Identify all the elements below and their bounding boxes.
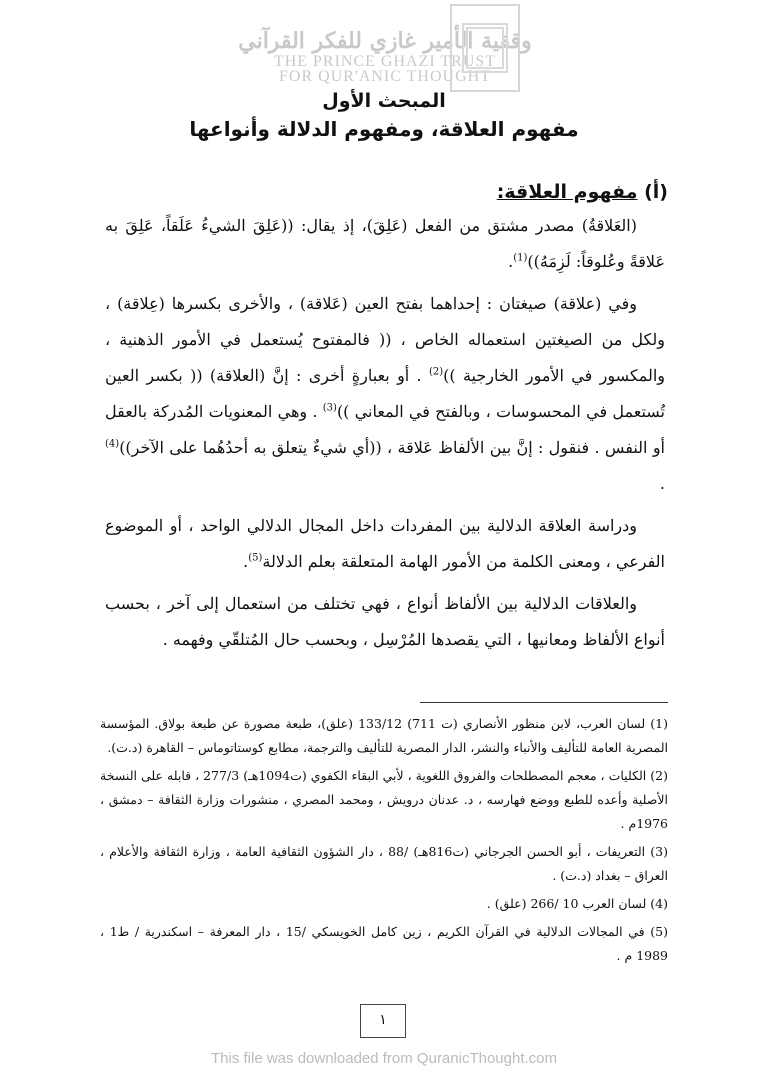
section-label: مفهوم العلاقة:	[496, 181, 638, 203]
footnotes	[100, 712, 668, 972]
paragraph: وفي (علاقة) صيغتان : إحداهما بفتح العين (عَلاقة) ، والأخرى بكسرها (عِلاقة) ، ولكل من الصيغتين استعماله الخاص ، (( فالمفتوح يُستعمل في الأمور الذهنية ، والمكسور في الأمور الخارجية ))$^{(2)}$ . أو بعبارةٍ أخرى : إنَّ (العلاقة) (( بكسر العين تُستعمل في المحسوسات ، وبالفتح في المعاني ))$^{(3)}$ . وهي المعنويات المُدركة بالعقل أو النفس . فنقول : إنَّ بين الألفاظ عَلاقة ، ((أي شيءٌ يتعلق به أحدُهُما على الآخر))$^{(4)}$ .	[105, 294, 666, 493]
watermark-line1: THE PRINCE GHAZI TRUST	[273, 53, 497, 70]
footnote-ref[interactable]: (4)	[105, 438, 120, 450]
section-marker: (أ)	[644, 181, 668, 203]
footnote: (1) لسان العرب، لابن منظور الأنصاري (ت 711) 133/12 (علق)، طبعة مصورة عن طبعة بولاق. المؤسسة المصرية العامة للتأليف والأنباء والنشر، الدار المصرية للتأليف والترجمة، مطابع كوستاتوماس – القاهرة (د.ت).	[100, 716, 668, 755]
paragraph: ودراسة العلاقة الدلالية بين المفردات داخل المجال الدلالي الواحد ، أو الموضوع الفرعي ، ومعنى الكلمة من الأمور الهامة المتعلقة بعلم الدلالة$^{(5)}$.	[105, 516, 665, 571]
footnote: (5) في المجالات الدلالية في القرآن الكريم ، زين كامل الخويسكي /15 ، دار المعرفة – اسكندرية / ط1 ، 1989 م .	[100, 924, 668, 963]
body-text	[105, 208, 665, 664]
section-heading	[497, 181, 668, 203]
chapter-title: المبحث الأول	[322, 90, 446, 112]
paragraph: والعلاقات الدلالية بين الألفاظ أنواع ، فهي تختلف من استعمال إلى آخر ، بحسب أنواع الألفاظ ومعانيها ، التي يقصدها المُرْسِل ، وبحسب حال المُتلقّي وفهمه .	[105, 594, 665, 649]
footnote: (4) لسان العرب 10 /266 (علق) .	[486, 896, 668, 911]
watermark-line2: FOR QUR'ANIC THOUGHT	[279, 68, 491, 85]
page-number: ١	[360, 1004, 406, 1038]
footnote-ref[interactable]: (3)	[322, 402, 337, 414]
footnote-ref[interactable]: (2)	[428, 366, 444, 378]
footnote-ref[interactable]: (5)	[248, 552, 263, 564]
watermark-logo-icon	[450, 4, 520, 92]
paragraph: (العَلاقةُ) مصدر مشتق من الفعل (عَلِقَ)، إذ يقال: ((عَلِقَ الشيءُ عَلَقاً، عَلِقَ به عَلاقةً وعُلوقاً: لَزِمَهُ))$^{(1)}$.	[105, 216, 665, 271]
footnote: (2) الكليات ، معجم المصطلحات والفروق اللغوية ، لأبي البقاء الكفوي (ت1094هـ) 277/3 ، قابله على النسخة الأصلية وأعده للطبع ووضع فهارسه ، د. عدنان درويش ، ومحمد المصري ، منشورات وزارة الثقافة – دمشق ، 1976م .	[100, 768, 668, 831]
watermark-arabic: وقفية الأمير غازي للفكر القرآني	[238, 28, 532, 54]
footnote: (3) التعريفات ، أبو الحسن الجرجاني (ت816هـ) /88 ، دار الشؤون الثقافية العامة ، وزارة الثقافة والأعلام ، العراق – بغداد (د.ت) .	[100, 844, 668, 883]
footnote-ref[interactable]: (1)	[513, 252, 528, 264]
chapter-subtitle: مفهوم العلاقة، ومفهوم الدلالة وأنواعها	[189, 117, 579, 141]
footnote-divider	[420, 702, 668, 703]
download-note: This file was downloaded from QuranicThought.com	[211, 1050, 557, 1067]
